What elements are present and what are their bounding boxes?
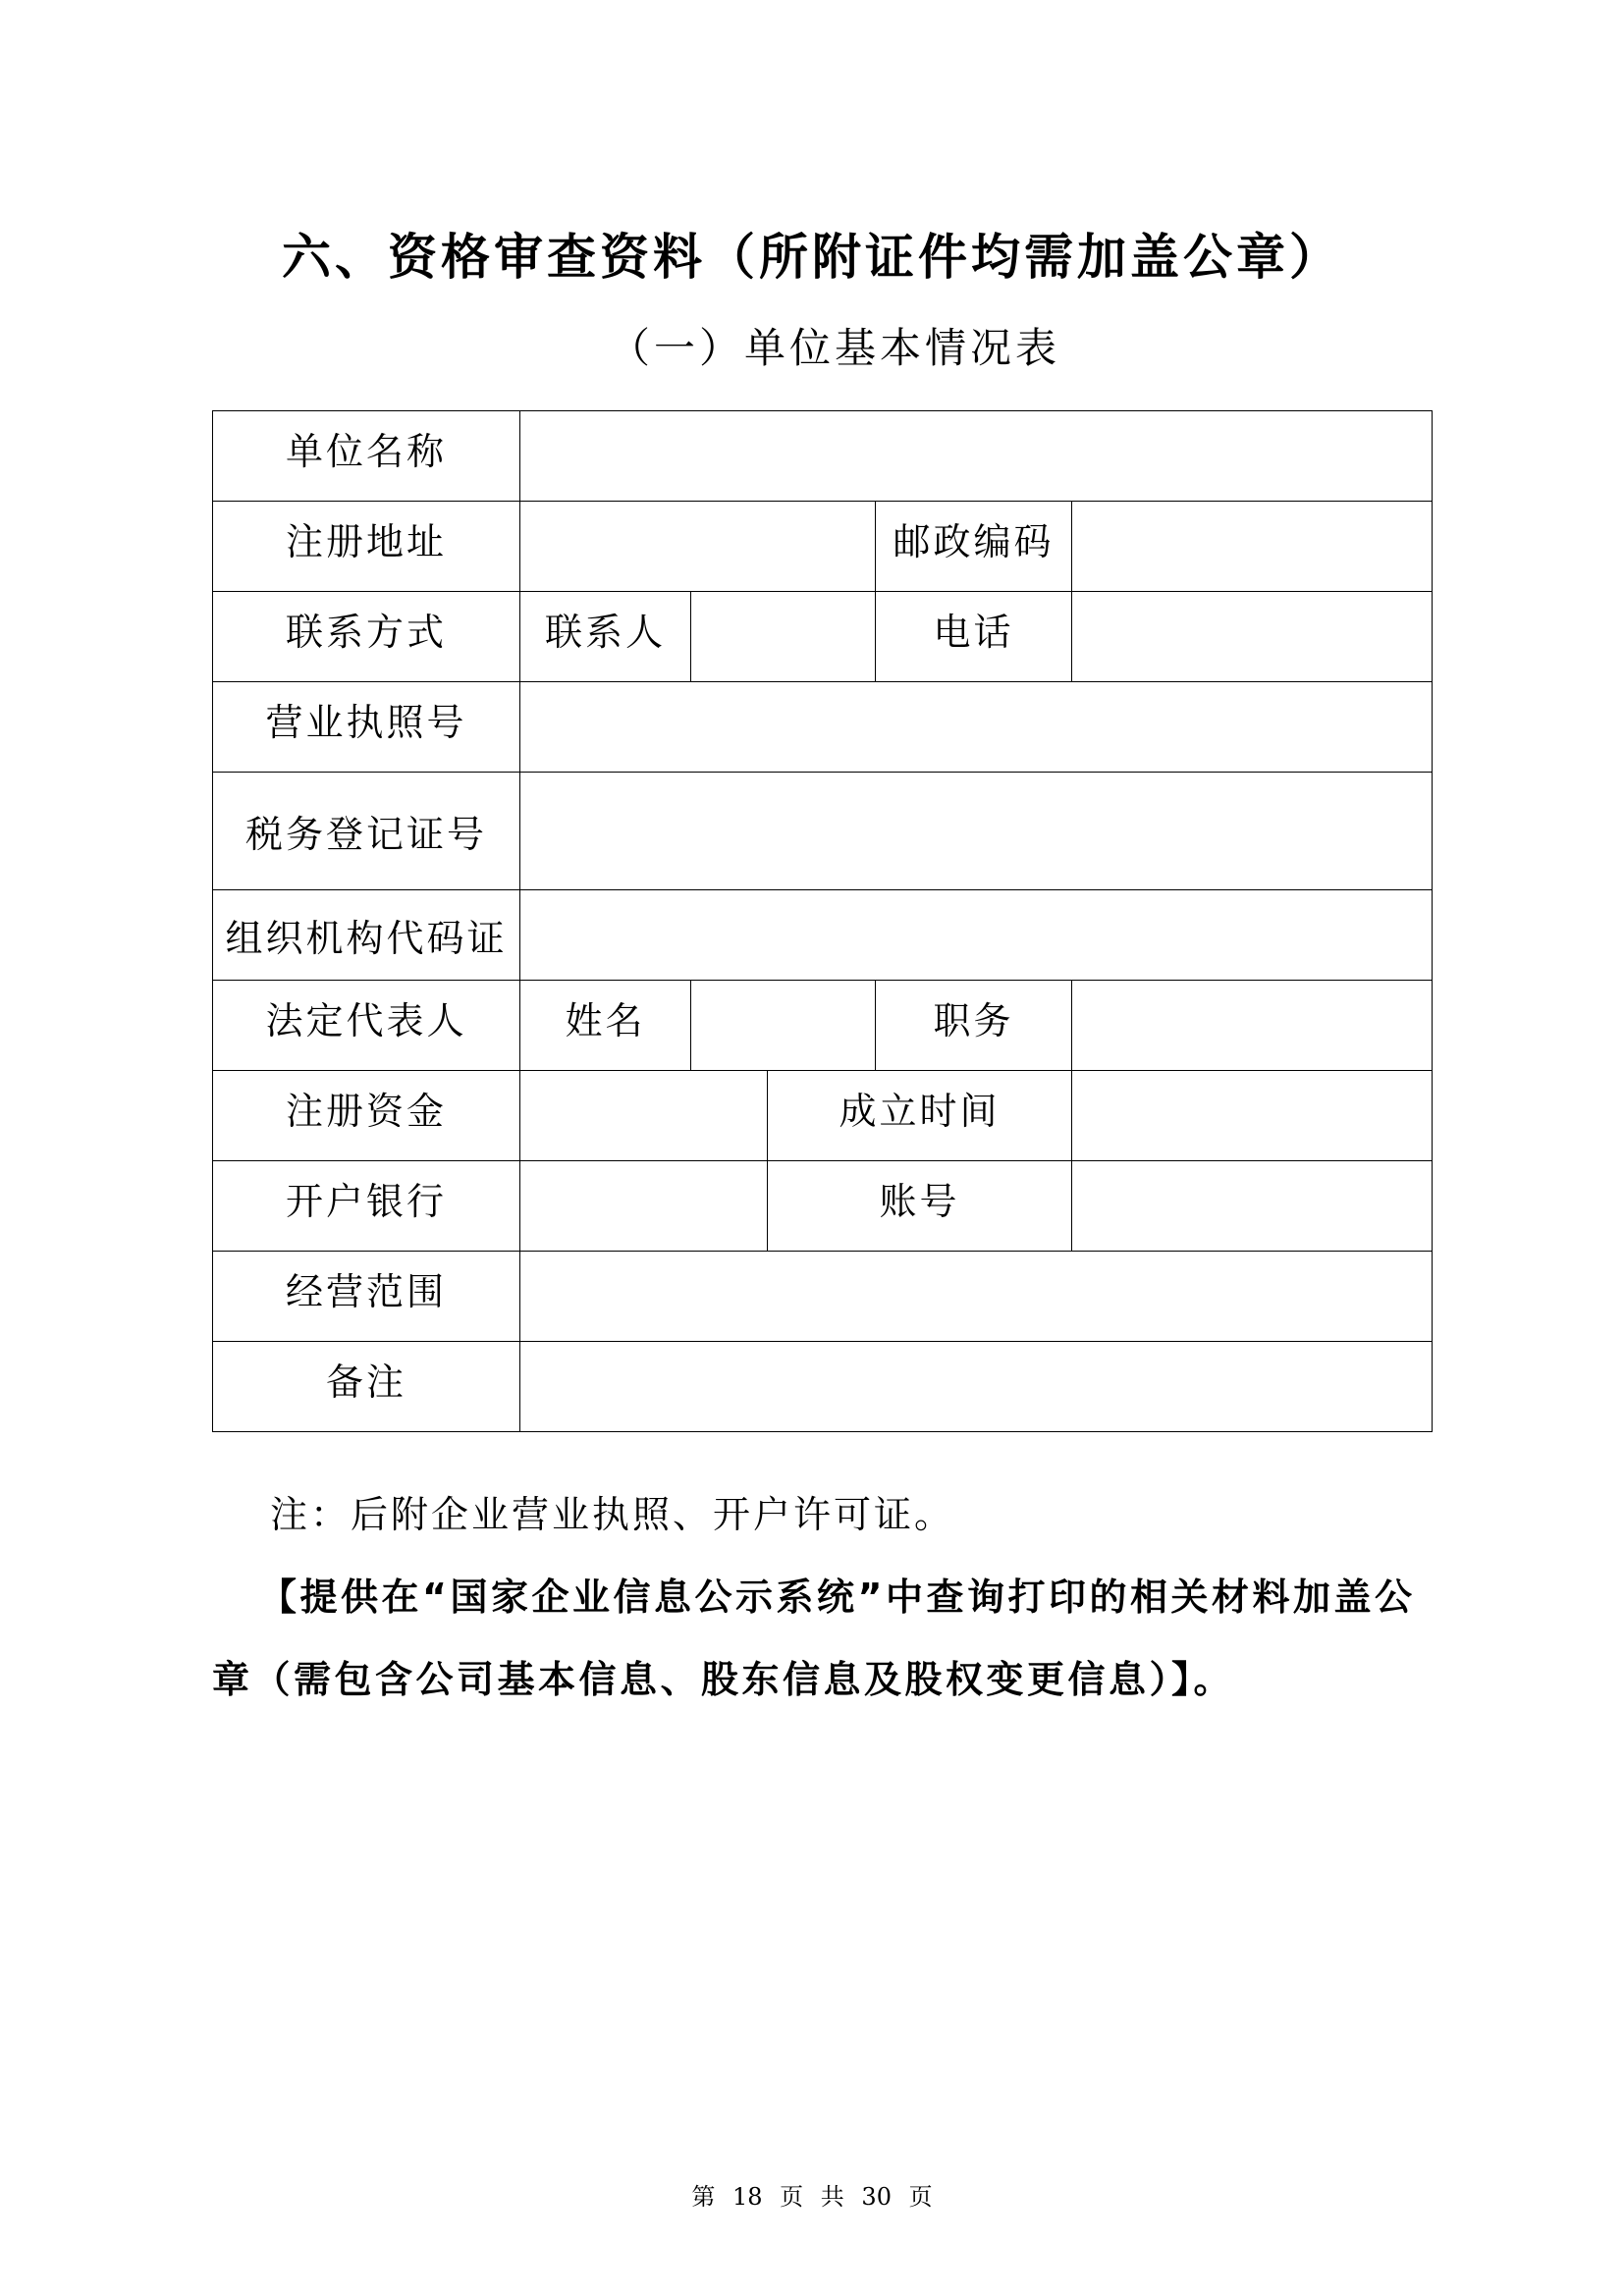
postcode-field[interactable] [1072, 502, 1433, 592]
phone-field[interactable] [1072, 592, 1433, 682]
business-license-field[interactable] [520, 682, 1433, 773]
label-scope: 经营范围 [213, 1252, 520, 1342]
table-row [213, 502, 1433, 592]
tax-reg-field[interactable] [520, 773, 1433, 890]
label-postcode: 邮政编码 [876, 502, 1072, 592]
contact-person-field[interactable] [691, 592, 876, 682]
table-row [213, 981, 1433, 1071]
table-row [213, 1342, 1433, 1432]
table-title: （一）单位基本情况表 [609, 324, 1061, 372]
label-business-license: 营业执照号 [213, 682, 520, 773]
label-tax-reg: 税务登记证号 [213, 773, 520, 890]
table-row [213, 1252, 1433, 1342]
label-position: 职务 [876, 981, 1072, 1071]
section-title: 六、资格审查资料（所附证件均需加盖公章） [282, 229, 1342, 286]
label-reg-capital: 注册资金 [213, 1071, 520, 1161]
label-account: 账号 [768, 1161, 1072, 1252]
table-row [213, 1161, 1433, 1252]
label-unit-name: 单位名称 [213, 411, 520, 502]
org-code-field[interactable] [520, 890, 1433, 981]
table-row [213, 890, 1433, 981]
table-row [213, 682, 1433, 773]
table-note: 注：后附企业营业执照、开户许可证。 [270, 1493, 955, 1536]
reg-capital-field[interactable] [520, 1071, 768, 1161]
account-field[interactable] [1072, 1161, 1433, 1252]
label-bank: 开户银行 [213, 1161, 520, 1252]
table-row [213, 1071, 1433, 1161]
unit-info-table [212, 410, 1433, 1432]
table-row [213, 773, 1433, 890]
label-org-code: 组织机构代码证 [213, 890, 520, 981]
table-row [213, 592, 1433, 682]
position-field[interactable] [1072, 981, 1433, 1071]
bank-field[interactable] [520, 1161, 768, 1252]
scope-field[interactable] [520, 1252, 1433, 1342]
label-name: 姓名 [520, 981, 691, 1071]
established-field[interactable] [1072, 1071, 1433, 1161]
table-row [213, 411, 1433, 502]
page-number: 第 18 页 共 30 页 [691, 2183, 933, 2211]
legal-rep-name-field[interactable] [691, 981, 876, 1071]
label-reg-address: 注册地址 [213, 502, 520, 592]
label-remarks: 备注 [213, 1342, 520, 1432]
label-established: 成立时间 [768, 1071, 1072, 1161]
requirement-paragraph: 【提供在“国家企业信息公示系统”中查询打印的相关材料加盖公章（需包含公司基本信息、股东信息及股权变更信息）】。 [212, 1575, 1416, 1701]
label-contact-method: 联系方式 [213, 592, 520, 682]
unit-name-field[interactable] [520, 411, 1433, 502]
label-contact-person: 联系人 [520, 592, 691, 682]
label-phone: 电话 [876, 592, 1072, 682]
label-legal-rep: 法定代表人 [213, 981, 520, 1071]
reg-address-field[interactable] [520, 502, 876, 592]
remarks-field[interactable] [520, 1342, 1433, 1432]
